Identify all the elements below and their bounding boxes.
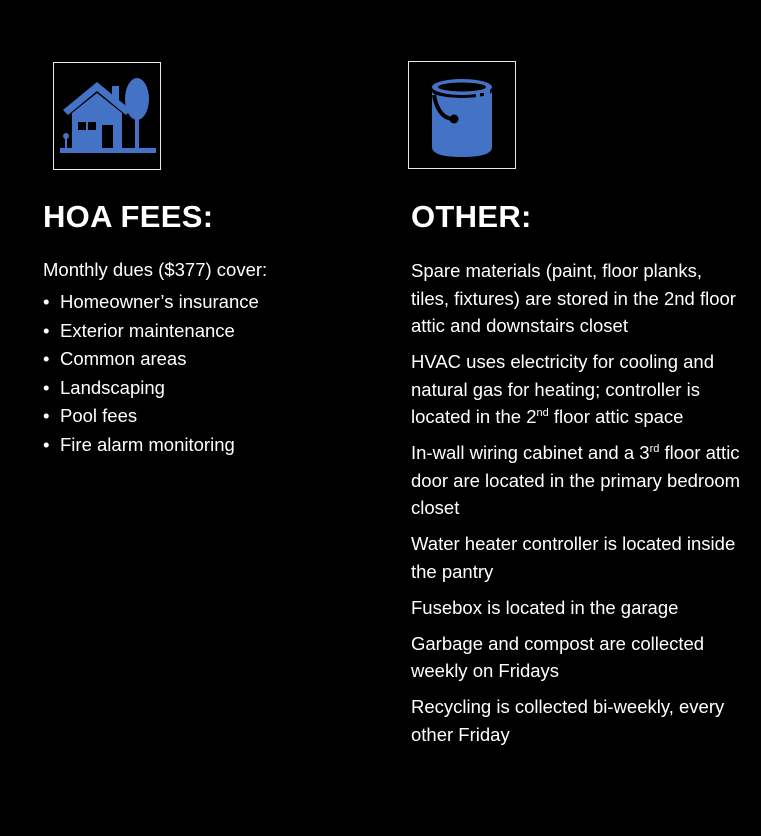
list-item: • Homeowner’s insurance [43,291,259,312]
paint-bucket-icon-frame [408,61,516,169]
hoa-intro-text: Monthly dues ($377) cover: [43,259,268,280]
list-item: • Landscaping [43,376,165,398]
list-item: • Exterior maintenance [43,319,235,341]
list-item: • Fire alarm monitoring [43,433,235,455]
house-with-tree-icon [57,66,157,166]
list-item: Fusebox is located in the garage [411,596,679,618]
list-item: • Pool fees [43,405,138,426]
list-item: Water heater controller is located inside the pantry [411,533,736,582]
list-item: Garbage and compost are collected weekly on Fridays [411,632,705,681]
list-item: Recycling is collected bi-weekly, every other Friday [411,696,725,745]
list-item: In-wall wiring cabinet and a 3rd floor attic door are located in the primary bedroom closet [411,442,741,518]
house-icon-frame [53,62,161,170]
list-item: HVAC uses electricity for cooling and natural gas for heating; controller is located in the 2nd floor attic space [411,351,714,427]
paint-bucket-icon [412,65,512,165]
list-item: • Common areas [43,348,187,369]
other-info-list [411,257,741,757]
hoa-fees-list [43,291,259,462]
other-heading: OTHER: [411,199,532,234]
hoa-fees-heading: HOA FEES: [43,199,214,234]
list-item: Spare materials (paint, floor planks, tiles, fixtures) are stored in the 2nd floor attic and downstairs closet [411,260,736,336]
